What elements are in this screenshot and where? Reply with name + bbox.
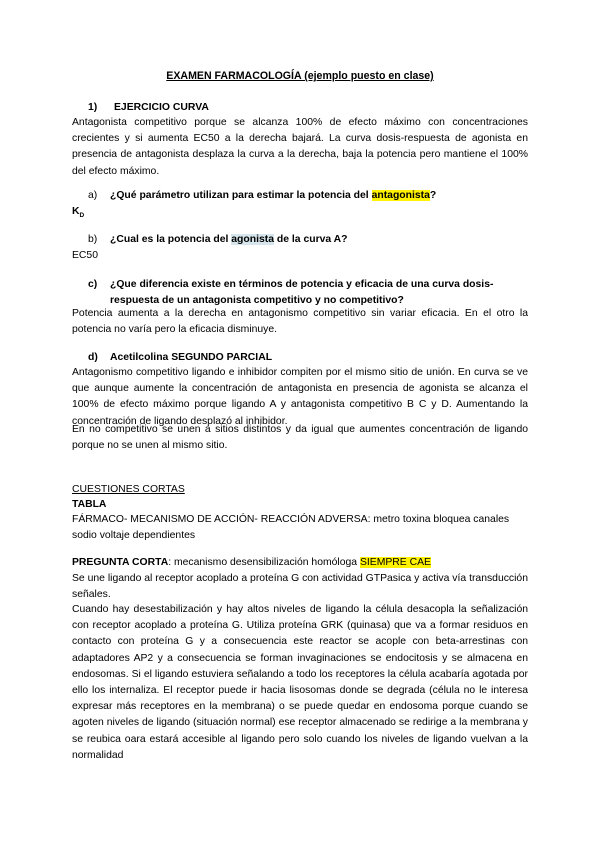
tabla-body — [72, 512, 528, 544]
question-d-paragraph-2: En no competitivo se unen a sitios distintos y da igual que aumentes concentración de ligando porque no se unen al mismo sitio. — [72, 424, 528, 452]
question-b-text: ¿Cual es la potencia del — [110, 234, 232, 245]
pregunta-corta-text: : mecanismo desensibilización homóloga — [168, 557, 360, 568]
question-c — [88, 277, 528, 309]
tabla-caps: FÁRMACO- MECANISMO DE ACCIÓN- REACCIÓN ADVERSA — [72, 514, 368, 525]
question-a-text: ¿Qué parámetro utilizan para estimar la potencia del — [110, 190, 372, 201]
question-b-answer: EC50 — [72, 250, 98, 261]
question-d-heading: Acetilcolina SEGUNDO PARCIAL — [110, 352, 273, 363]
pregunta-paragraph-2: Cuando hay desestabilización y hay altos niveles de ligando la célula desacopla la señalización con receptor acoplado a proteína G. Utiliza proteína GRK (quinasa) que va a formar residuos en contacto con proteína G y a consecuencia este reactor se acople con beta-arrestinas con adaptadores AP2 y a consecuencia se forman invaginaciones se endocitosis y se almacena en endosomas. Si el ligando estuviera señalando a todo los receptores la célula acabaría agotada por ello los internaliza. El receptor puede ir hacia lisosomas donde se degrada (célula no le interesa expresar más receptores en la membrana) o se puede quedar en endosoma porque cuando se agoten niveles de ligando (situación normal) ese receptor almacenado se redirige a la membrana y se reubica oara estará accesible al ligando pero solo cuando los niveles de ligando vuelvan a la normalidad — [72, 604, 528, 761]
question-b-label: b) — [88, 234, 98, 245]
question-d — [88, 350, 272, 366]
question-a — [88, 188, 436, 204]
question-c-label: c) — [88, 279, 98, 290]
answer-k-subscript: D — [79, 212, 85, 220]
section-1-number: 1) — [88, 102, 98, 113]
question-b-highlight: agonista — [231, 234, 274, 245]
answer-k: K — [72, 206, 80, 217]
pregunta-corta-line — [72, 555, 528, 571]
question-b-end: de la curva A? — [274, 234, 348, 245]
question-a-answer — [72, 204, 528, 224]
question-c-line-2: respuesta de un antagonista competitivo y no competitivo? — [110, 295, 404, 306]
question-a-highlight: antagonista — [371, 190, 430, 201]
question-b — [88, 232, 348, 248]
pregunta-paragraph-1: Se une ligando al receptor acoplado a proteína G con actividad GTPasica y activa vía transducción señales. — [72, 573, 528, 601]
pregunta-corta-highlight: SIEMPRE CAE — [359, 557, 431, 568]
question-d-label: d) — [88, 352, 98, 363]
tabla-rest: : metro toxina bloquea canales sodio voltaje dependientes — [72, 514, 510, 542]
document-title: EXAMEN FARMACOLOGÍA (ejemplo puesto en clase) — [166, 70, 434, 82]
question-d-paragraph-1: Antagonismo competitivo ligando e inhibidor compiten por el mismo sitio de unión. En curva se ve que aunque aumente la concentración de antagonista en presencia de agonista se alcanza el 100% de efecto máximo porque ligando A y antagonista competitivo B C y D. Aumentando la concentración de ligando desplazó al inhibidor. — [72, 367, 528, 427]
section-1-title: EJERCICIO CURVA — [114, 102, 209, 113]
question-c-answer: Potencia aumenta a la derecha en antagonismo competitivo sin variar eficacia. En el otro la potencia no varía pero la eficacia disminuye. — [72, 308, 528, 336]
question-a-label: a) — [88, 190, 98, 201]
section-1-body: Antagonista competitivo porque se alcanza 100% de efecto máximo con concentraciones crecientes y si aumenta EC50 a la derecha bajará. La curva dosis-respuesta de agonista en presencia de antagonista desplaza la curva a la derecha, baja la potencia pero mantiene el 100% del efecto máximo. — [72, 117, 528, 177]
section-1-heading — [88, 100, 544, 116]
cuestiones-heading: CUESTIONES CORTAS — [72, 484, 185, 495]
tabla-heading: TABLA — [72, 499, 107, 510]
question-c-line-1: ¿Que diferencia existe en términos de potencia y eficacia de una curva dosis- — [110, 279, 494, 290]
question-a-end: ? — [429, 190, 437, 201]
pregunta-corta-label: PREGUNTA CORTA — [72, 557, 169, 568]
